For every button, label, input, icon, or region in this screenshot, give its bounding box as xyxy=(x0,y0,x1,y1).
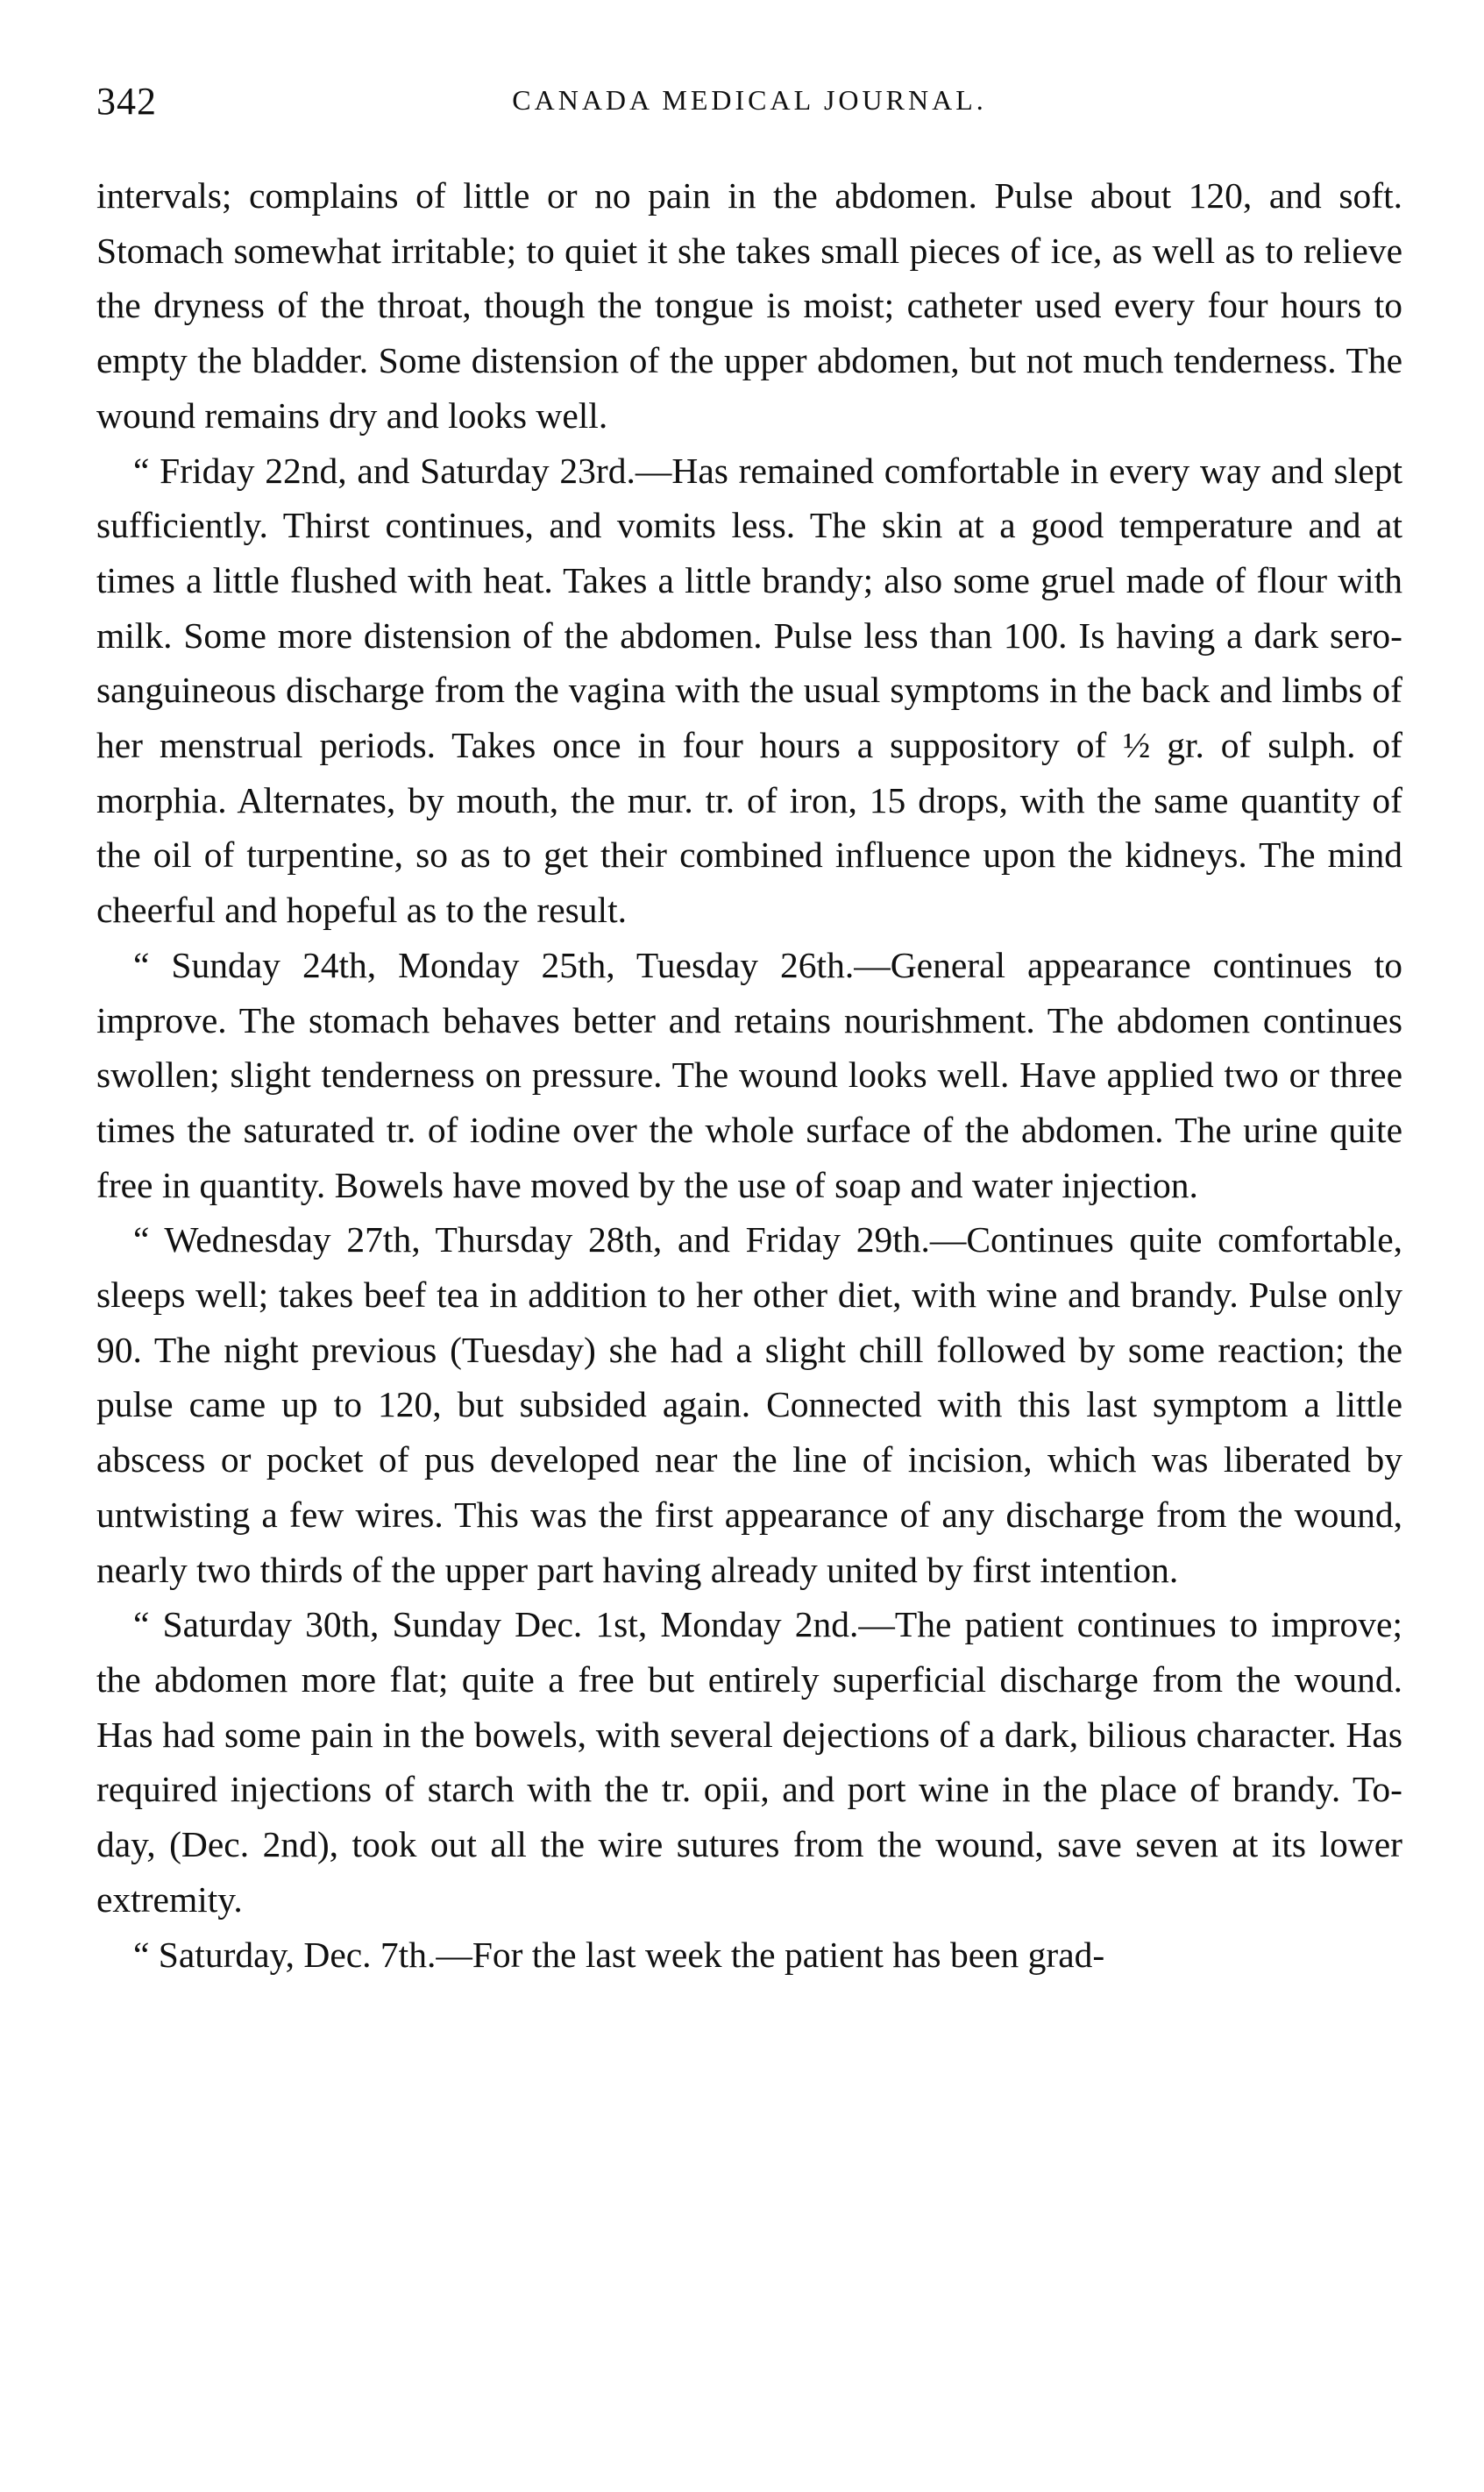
paragraph-dec-7th: “ Saturday, Dec. 7th.—For the last week the patient has been grad- xyxy=(133,1934,1105,1975)
book-page xyxy=(96,79,1402,1982)
page-number: 342 xyxy=(96,80,157,123)
paragraph-saturday-monday: “ Saturday 30th, Sunday Dec. 1st, Monday 2nd.—The patient continues to improve; the abdomen more flat; quite a free but entirely superficial discharge from the wound. Has had some pain in the bowels, with several dejections of a dark, bilious character. Has required injections of starch with the tr. opii, and port wine in the place of brandy. To-day, (Dec. 2nd), took out all the wire sutures from the wound, save seven at its lower extremity. xyxy=(96,1604,1402,1920)
body-text xyxy=(96,168,1402,1982)
journal-title: CANADA MEDICAL JOURNAL. xyxy=(512,84,987,116)
paragraph-continued: intervals; complains of little or no pain in the abdomen. Pulse about 120, and soft. Stomach somewhat irritable; to quiet it she takes small pieces of ice, as well as to relieve the dryness of the throat, though the tongue is moist; catheter used every four hours to empty the bladder. Some distension of the upper abdomen, but not much tenderness. The wound remains dry and looks well. xyxy=(96,175,1402,436)
paragraph-sunday-tuesday: “ Sunday 24th, Monday 25th, Tuesday 26th.—General appearance continues to improve. The stomach behaves better and retains nourishment. The abdomen continues swollen; slight tenderness on pressure. The wound looks well. Have applied two or three times the saturated tr. of iodine over the whole surface of the abdomen. The urine quite free in quantity. Bowels have moved by the use of soap and water injection. xyxy=(96,944,1402,1205)
paragraph-friday-saturday: “ Friday 22nd, and Saturday 23rd.—Has remained comfortable in every way and slept sufficiently. Thirst continues, and vomits less. The skin at a good temperature and at times a little flushed with heat. Takes a little brandy; also some gruel made of flour with milk. Some more distension of the abdomen. Pulse less than 100. Is having a dark sero-sanguineous discharge from the vagina with the usual symptoms in the back and limbs of her menstrual periods. Takes once in four hours a suppository of ½ gr. of sulph. of morphia. Alternates, by mouth, the mur. tr. of iron, 15 drops, with the same quantity of the oil of turpentine, so as to get their combined influence upon the kidneys. The mind cheerful and hopeful as to the result. xyxy=(96,450,1402,931)
running-head xyxy=(96,79,1402,131)
paragraph-wednesday-friday: “ Wednesday 27th, Thursday 28th, and Friday 29th.—Continues quite comfortable, sleeps well; takes beef tea in addition to her other diet, with wine and brandy. Pulse only 90. The night previous (Tuesday) she had a slight chill followed by some reaction; the pulse came up to 120, but subsided again. Connected with this last symptom a little abscess or pocket of pus developed near the line of incision, which was liberated by untwisting a few wires. This was the first appearance of any discharge from the wound, nearly two thirds of the upper part having already united by first intention. xyxy=(96,1219,1402,1590)
